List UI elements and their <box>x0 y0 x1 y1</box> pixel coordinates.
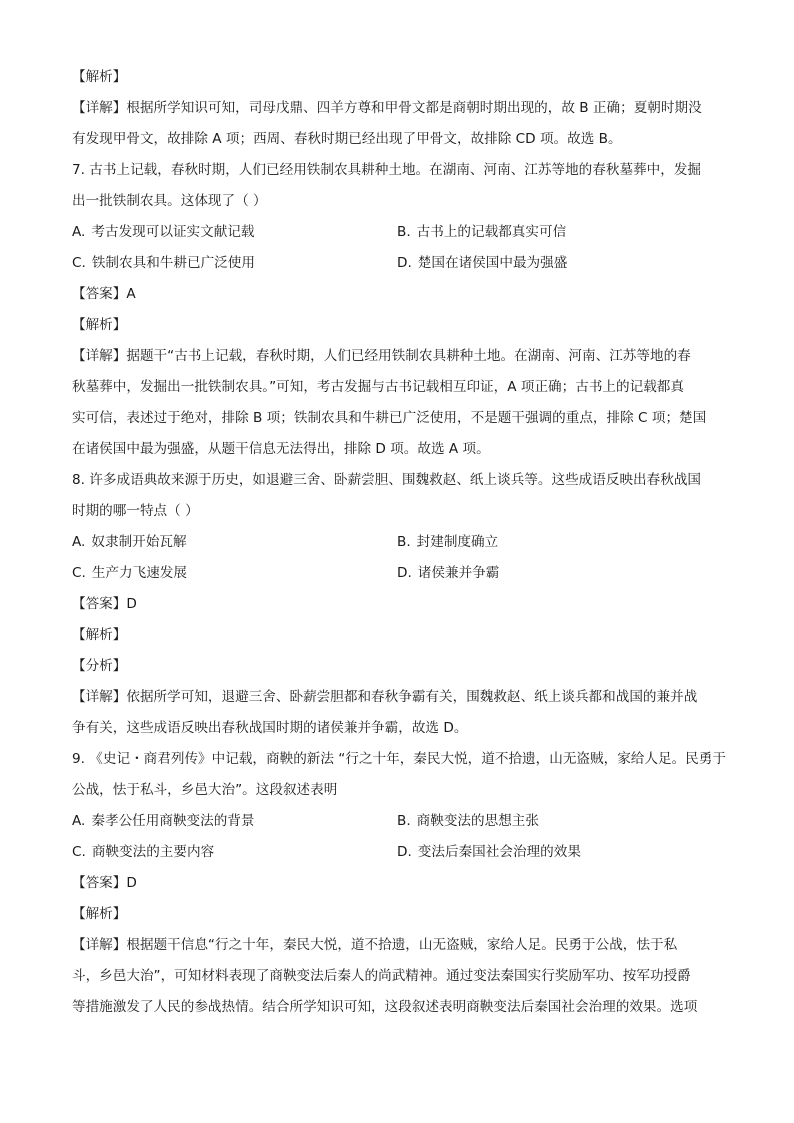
answer-option <box>397 248 722 279</box>
explanation-text-line: 在诸侯国中最为强盛，从题干信息无法得出，排除 D 项。故选 A 项。 <box>72 441 490 457</box>
option-text: 考古发现可以证实文献记载 <box>91 224 255 240</box>
question-text-line: 出一批铁制农具。这体现了（ ） <box>72 193 267 209</box>
section-tag: 【解析】 <box>72 627 127 643</box>
options-row <box>72 837 722 868</box>
options-row <box>72 558 722 589</box>
section-tag: 【解析】 <box>72 69 127 85</box>
option-text: 生产力飞速发展 <box>91 565 187 581</box>
section-tag: 【解析】 <box>72 906 127 922</box>
option-letter: D. <box>397 565 412 581</box>
option-text: 秦孝公任用商鞅变法的背景 <box>91 813 255 829</box>
explanation-text-line: 【详解】据题干“古书上记载，春秋时期，人们已经用铁制农具耕种土地。在湖南、河南、江苏等地的春 <box>72 348 691 364</box>
explanation-text-line: 实可信，表述过于绝对，排除 B 项；铁制农具和牛耕已广泛使用，不是题干强调的重点，排除 C 项；楚国 <box>72 410 707 426</box>
option-letter: B. <box>397 534 411 550</box>
option-letter: C. <box>72 844 86 860</box>
option-letter: C. <box>72 565 86 581</box>
explanation-text-line: 争有关，这些成语反映出春秋战国时期的诸侯兼并争霸，故选 D。 <box>72 720 468 736</box>
explanation-text-line: 【详解】根据所学知识可知，司母戊鼎、四羊方尊和甲骨文都是商朝时期出现的，故 B 正确；夏朝时期没 <box>72 100 702 116</box>
answer-option <box>72 837 397 868</box>
option-text: 古书上的记载都真实可信 <box>416 224 567 240</box>
answer-option <box>397 558 722 589</box>
document-page <box>72 62 726 1023</box>
answer-option <box>397 217 722 248</box>
option-letter: A. <box>72 224 86 240</box>
options-row <box>72 527 722 558</box>
question-text-line: 9. 《史记・商君列传》中记载，商鞅的新法 “行之十年，秦民大悦，道不拾遗，山无盗贼，家给人足。民勇于 <box>72 751 726 767</box>
option-letter: D. <box>397 255 412 271</box>
option-text: 商鞅变法的主要内容 <box>91 844 215 860</box>
answer-option <box>72 558 397 589</box>
answer-option <box>72 806 397 837</box>
answer-option <box>397 837 722 868</box>
question-text-line: 公战，怯于私斗，乡邑大治”。这段叙述表明 <box>72 782 338 798</box>
option-letter: D. <box>397 844 412 860</box>
options-row <box>72 217 722 248</box>
option-letter: A. <box>72 813 86 829</box>
explanation-text-line: 【详解】依据所学可知，退避三舍、卧薪尝胆都和春秋争霸有关，围魏救赵、纸上谈兵都和战国的兼并战 <box>72 689 698 705</box>
section-tag: 【答案】D <box>72 875 137 891</box>
section-tag: 【解析】 <box>72 317 127 333</box>
option-text: 奴隶制开始瓦解 <box>91 534 187 550</box>
options-row <box>72 806 722 837</box>
option-text: 商鞅变法的思想主张 <box>416 813 539 829</box>
section-tag: 【答案】D <box>72 596 137 612</box>
answer-option <box>397 806 722 837</box>
question-text-line: 7. 古书上记载，春秋时期，人们已经用铁制农具耕种土地。在湖南、河南、江苏等地的春秋墓葬中，发掘 <box>72 162 702 178</box>
option-text: 变法后秦国社会治理的效果 <box>417 844 581 860</box>
options-row <box>72 248 722 279</box>
answer-option <box>72 248 397 279</box>
section-tag: 【答案】A <box>72 286 136 302</box>
option-letter: B. <box>397 224 411 240</box>
explanation-text-line: 有发现甲骨文，故排除 A 项；西周、春秋时期已经出现了甲骨文，故排除 CD 项。故选 B。 <box>72 131 622 147</box>
option-letter: B. <box>397 813 411 829</box>
answer-option <box>397 527 722 558</box>
question-text-line: 时期的哪一特点（ ） <box>72 503 199 519</box>
option-text: 封建制度确立 <box>416 534 499 550</box>
explanation-text-line: 秋墓葬中，发掘出一批铁制农具。”可知，考古发掘与古书记载相互印证，A 项正确；古书上的记载都真 <box>72 379 684 395</box>
option-letter: A. <box>72 534 86 550</box>
option-text: 诸侯兼并争霸 <box>417 565 500 581</box>
section-tag: 【分析】 <box>72 658 127 674</box>
option-letter: C. <box>72 255 86 271</box>
answer-option <box>72 217 397 248</box>
option-text: 楚国在诸侯国中最为强盛 <box>417 255 568 271</box>
question-text-line: 8. 许多成语典故来源于历史，如退避三舍、卧薪尝胆、围魏救赵、纸上谈兵等。这些成语反映出春秋战国 <box>72 472 702 488</box>
explanation-text-line: 【详解】根据题干信息“行之十年，秦民大悦，道不拾遗，山无盗贼，家给人足。民勇于公战，怯于私 <box>72 937 678 953</box>
answer-option <box>72 527 397 558</box>
explanation-text-line: 斗，乡邑大治”，可知材料表现了商鞅变法后秦人的尚武精神。通过变法秦国实行奖励军功、按军功授爵 <box>72 968 691 984</box>
option-text: 铁制农具和牛耕已广泛使用 <box>91 255 255 271</box>
explanation-text-line: 等措施激发了人民的参战热情。结合所学知识可知，这段叙述表明商鞅变法后秦国社会治理的效果。选项 <box>72 999 698 1015</box>
